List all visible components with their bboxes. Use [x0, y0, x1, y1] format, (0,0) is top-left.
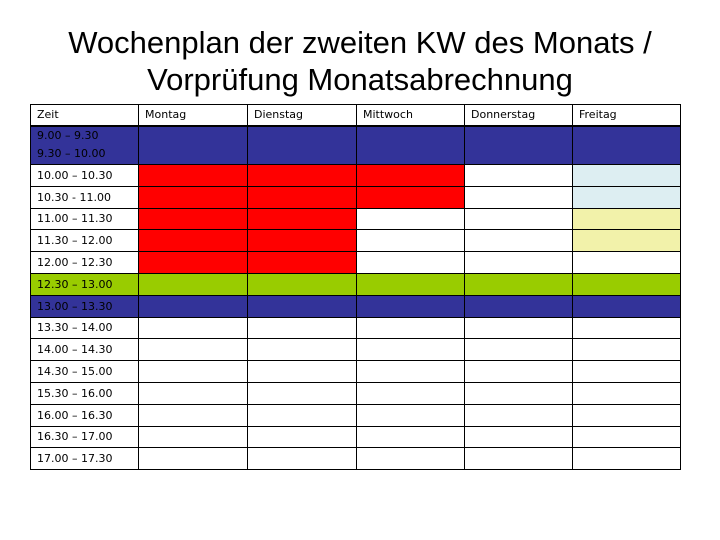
schedule-cell-thursday [465, 361, 573, 383]
schedule-cell-thursday [465, 165, 573, 187]
schedule-cell-tuesday [248, 165, 357, 187]
schedule-cell-thursday [465, 404, 573, 426]
schedule-cell-friday [573, 273, 681, 295]
schedule-cell-thursday [465, 273, 573, 295]
schedule-cell-monday [139, 339, 248, 361]
schedule-cell-thursday [465, 382, 573, 404]
time-slot-cell: 12.30 – 13.00 [31, 273, 139, 295]
table-row [31, 361, 681, 383]
schedule-cell-monday [139, 448, 248, 470]
schedule-cell-monday [139, 382, 248, 404]
schedule-cell-wednesday [357, 361, 465, 383]
time-slot-cell: 11.30 – 12.00 [31, 230, 139, 252]
schedule-cell-friday [573, 186, 681, 208]
schedule-cell-friday [573, 448, 681, 470]
schedule-cell-friday [573, 295, 681, 317]
schedule-cell-wednesday [357, 252, 465, 274]
schedule-cell-wednesday [357, 426, 465, 448]
column-header-wednesday: Mittwoch [357, 105, 465, 126]
time-slot-cell: 12.00 – 12.30 [31, 252, 139, 274]
schedule-cell-monday [139, 165, 248, 187]
time-slot-label: 9.30 – 10.00 [37, 147, 106, 161]
schedule-cell-wednesday [357, 126, 465, 165]
schedule-cell-monday [139, 252, 248, 274]
time-slot-cell: 11.00 – 11.30 [31, 208, 139, 230]
table-row [31, 208, 681, 230]
schedule-cell-thursday [465, 317, 573, 339]
schedule-cell-wednesday [357, 165, 465, 187]
schedule-table [30, 104, 681, 470]
schedule-cell-wednesday [357, 273, 465, 295]
schedule-cell-tuesday [248, 126, 357, 165]
time-slot-cell: 14.00 – 14.30 [31, 339, 139, 361]
table-row [31, 404, 681, 426]
schedule-cell-friday [573, 126, 681, 165]
schedule-cell-thursday [465, 448, 573, 470]
schedule-cell-monday [139, 317, 248, 339]
schedule-cell-tuesday [248, 317, 357, 339]
schedule-cell-thursday [465, 186, 573, 208]
schedule-cell-friday [573, 252, 681, 274]
schedule-cell-tuesday [248, 295, 357, 317]
schedule-cell-tuesday [248, 339, 357, 361]
table-row [31, 186, 681, 208]
time-slot-cell: 16.00 – 16.30 [31, 404, 139, 426]
schedule-cell-monday [139, 208, 248, 230]
schedule-cell-monday [139, 361, 248, 383]
schedule-cell-friday [573, 361, 681, 383]
time-slot-cell: 16.30 – 17.00 [31, 426, 139, 448]
schedule-cell-thursday [465, 339, 573, 361]
schedule-cell-wednesday [357, 317, 465, 339]
column-header-tuesday: Dienstag [248, 105, 357, 126]
column-header-time: Zeit [31, 105, 139, 126]
column-header-thursday: Donnerstag [465, 105, 573, 126]
schedule-body [31, 126, 681, 470]
schedule-cell-monday [139, 295, 248, 317]
schedule-cell-tuesday [248, 426, 357, 448]
schedule-cell-tuesday [248, 230, 357, 252]
table-row [31, 339, 681, 361]
table-row [31, 317, 681, 339]
schedule-cell-friday [573, 426, 681, 448]
schedule-cell-tuesday [248, 361, 357, 383]
schedule-cell-friday [573, 404, 681, 426]
column-header-friday: Freitag [573, 105, 681, 126]
schedule-cell-tuesday [248, 208, 357, 230]
schedule-cell-thursday [465, 126, 573, 165]
schedule-cell-monday [139, 404, 248, 426]
schedule-cell-thursday [465, 295, 573, 317]
schedule-cell-wednesday [357, 448, 465, 470]
time-slot-label: 9.00 – 9.30 [37, 129, 99, 143]
schedule-cell-friday [573, 230, 681, 252]
schedule-cell-wednesday [357, 295, 465, 317]
schedule-cell-friday [573, 208, 681, 230]
table-row [31, 382, 681, 404]
schedule-cell-wednesday [357, 404, 465, 426]
time-slot-cell: 17.00 – 17.30 [31, 448, 139, 470]
schedule-cell-thursday [465, 252, 573, 274]
schedule-cell-wednesday [357, 339, 465, 361]
time-slot-cell: 10.30 - 11.00 [31, 186, 139, 208]
schedule-cell-monday [139, 230, 248, 252]
page-title [0, 24, 720, 98]
time-slot-cell: 15.30 – 16.00 [31, 382, 139, 404]
schedule-cell-tuesday [248, 273, 357, 295]
schedule-cell-tuesday [248, 186, 357, 208]
time-slot-cell [31, 126, 139, 165]
schedule-cell-tuesday [248, 382, 357, 404]
schedule-cell-tuesday [248, 448, 357, 470]
schedule-cell-friday [573, 339, 681, 361]
schedule-cell-thursday [465, 426, 573, 448]
schedule-cell-wednesday [357, 208, 465, 230]
schedule-cell-tuesday [248, 252, 357, 274]
table-row [31, 126, 681, 165]
title-line-2: Vorprüfung Monatsabrechnung [147, 62, 573, 97]
schedule-cell-monday [139, 186, 248, 208]
table-row [31, 426, 681, 448]
schedule-cell-wednesday [357, 382, 465, 404]
table-row [31, 273, 681, 295]
schedule-cell-monday [139, 426, 248, 448]
table-row [31, 230, 681, 252]
time-slot-cell: 13.00 – 13.30 [31, 295, 139, 317]
schedule-cell-monday [139, 273, 248, 295]
schedule-cell-tuesday [248, 404, 357, 426]
column-header-monday: Montag [139, 105, 248, 126]
schedule-cell-friday [573, 382, 681, 404]
time-slot-cell: 13.30 – 14.00 [31, 317, 139, 339]
schedule-cell-friday [573, 165, 681, 187]
schedule-cell-wednesday [357, 186, 465, 208]
schedule-cell-thursday [465, 208, 573, 230]
table-row [31, 295, 681, 317]
schedule-cell-wednesday [357, 230, 465, 252]
time-slot-cell: 14.30 – 15.00 [31, 361, 139, 383]
schedule-cell-thursday [465, 230, 573, 252]
table-row [31, 165, 681, 187]
title-line-1: Wochenplan der zweiten KW des Monats / [68, 25, 652, 60]
schedule-cell-monday [139, 126, 248, 165]
table-row [31, 252, 681, 274]
time-slot-cell: 10.00 – 10.30 [31, 165, 139, 187]
table-row [31, 448, 681, 470]
schedule-cell-friday [573, 317, 681, 339]
header-row [31, 105, 681, 126]
